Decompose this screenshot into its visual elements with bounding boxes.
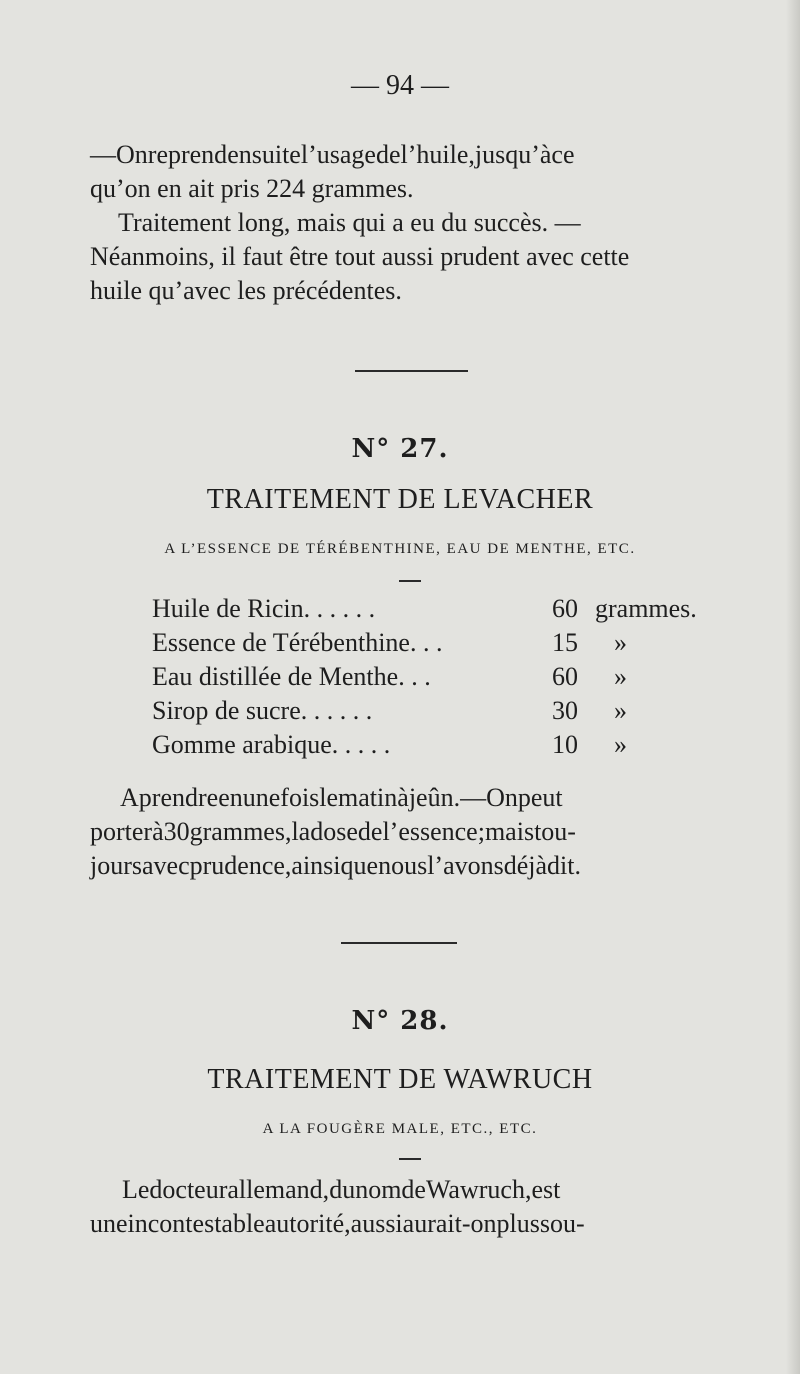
section-divider-1 (355, 370, 468, 372)
recipe-unit: » (614, 662, 627, 691)
section-28-title: TRAITEMENT DE WAWRUCH (207, 1064, 593, 1095)
recipe-unit: » (614, 628, 627, 657)
section-28-body (90, 1173, 728, 1241)
intro-paragraph (90, 138, 728, 206)
body-line-1: Ledocteurallemand,dunomdeWawruch,est (122, 1175, 561, 1204)
instructions-line-3: joursavecprudence,ainsiquenousl’avonsdéjàdit. (90, 851, 581, 880)
recipe-row (152, 728, 732, 762)
recipe-quantity: 60 (552, 662, 578, 691)
recipe-row (152, 660, 732, 694)
recipe-ingredient: Eau distillée de Menthe. . . (152, 662, 431, 691)
section-27-short-rule (399, 580, 421, 582)
section-28-short-rule (399, 1158, 421, 1160)
recipe-ingredient: Essence de Térébenthine. . . (152, 628, 443, 657)
intro-line-5: huile qu’avec les précédentes. (90, 276, 402, 305)
recipe-ingredient: Gomme arabique. . . . . (152, 730, 391, 759)
page-number: — 94 — (351, 70, 449, 101)
recipe-row (152, 694, 732, 728)
recipe-quantity: 60 (552, 594, 578, 623)
instructions-line-2: porterà30grammes,ladosedel’essence;maistou- (90, 817, 576, 846)
recipe-quantity: 15 (552, 628, 578, 657)
intro-line-4: Néanmoins, il faut être tout aussi prudent avec cette (90, 242, 630, 271)
section-27-subtitle: A L’ESSENCE DE TÉRÉBENTHINE, EAU DE MENTHE, ETC. (164, 541, 636, 557)
instructions-line-1: Aprendreenunefoislematinàjeûn.—Onpeut (120, 783, 563, 812)
section-28-number: N° 28. (351, 1006, 449, 1036)
recipe-quantity: 30 (552, 696, 578, 725)
recipe-ingredient: Huile de Ricin. . . . . . (152, 594, 376, 623)
recipe-row (152, 592, 732, 626)
intro-line-2: qu’on en ait pris 224 grammes. (90, 174, 414, 203)
recipe-unit: » (614, 696, 627, 725)
intro-line-3: Traitement long, mais qui a eu du succès. — (118, 208, 581, 237)
section-28-subtitle: A LA FOUGÈRE MALE, ETC., ETC. (262, 1121, 538, 1137)
section-divider-2 (341, 942, 457, 944)
body-line-2: uneincontestableautorité,aussiaurait-onplussou- (90, 1209, 585, 1238)
page-edge-shadow (786, 0, 800, 1374)
recipe-ingredient: Sirop de sucre. . . . . . (152, 696, 373, 725)
recipe-row (152, 626, 732, 660)
intro-line-1: —Onreprendensuitel’usagedel’huile,jusqu’àce (90, 140, 575, 169)
section-27-title: TRAITEMENT DE LEVACHER (206, 484, 594, 515)
recipe-unit: » (614, 730, 627, 759)
recipe-unit: grammes. (595, 594, 697, 623)
intro-paragraph-2 (90, 206, 728, 308)
section-27-instructions (90, 781, 728, 883)
recipe-quantity: 10 (552, 730, 578, 759)
recipe-list (152, 592, 732, 762)
section-27-number: N° 27. (351, 434, 449, 464)
